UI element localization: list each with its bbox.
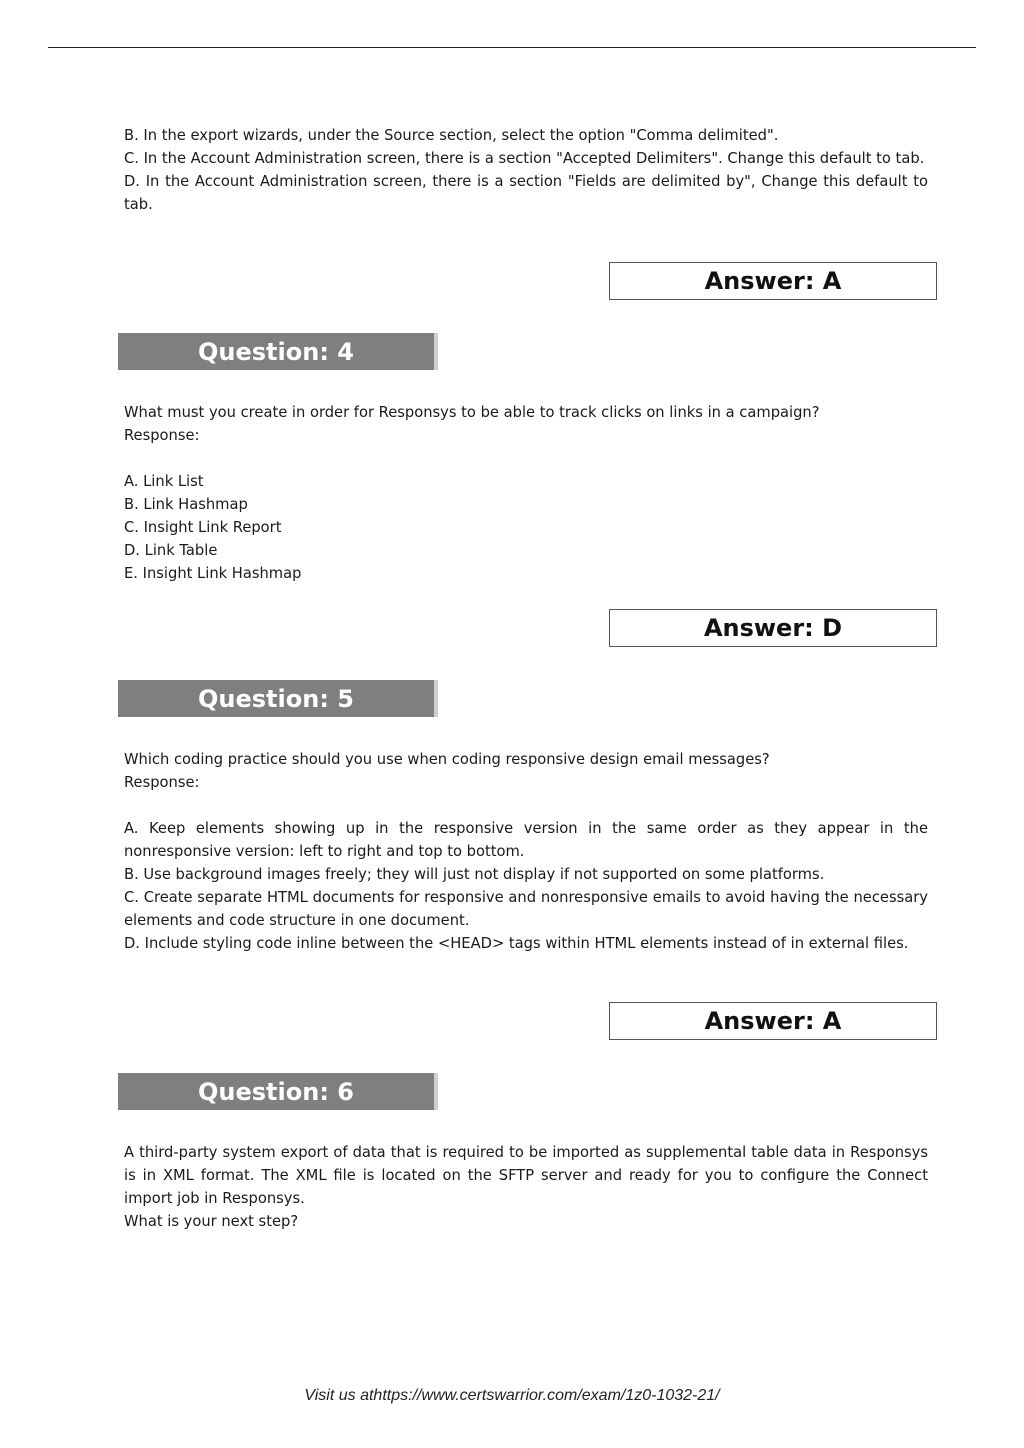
option-b: B. In the export wizards, under the Source section, select the option "Comma delimited". <box>124 127 779 144</box>
header-rule <box>48 47 976 48</box>
option-a: A. Keep elements showing up in the responsive version in the same order as they appear in the nonresponsive version: left to right and top to bottom. <box>124 820 928 860</box>
question-followup: What is your next step? <box>124 1213 299 1230</box>
option-a: A. Link List <box>124 473 204 490</box>
question-5-body <box>124 748 928 955</box>
option-c: C. Create separate HTML documents for responsive and nonresponsive emails to avoid having the necessary elements and code structure in one document. <box>124 889 928 929</box>
response-label: Response: <box>124 774 200 791</box>
option-d: D. In the Account Administration screen, there is a section "Fields are delimited by", Change this default to tab. <box>124 173 928 213</box>
answer-box: Answer: D <box>609 609 937 647</box>
question-prompt: What must you create in order for Responsys to be able to track clicks on links in a campaign? <box>124 404 820 421</box>
answer-box: Answer: A <box>609 262 937 300</box>
question-4-banner: Question: 4 <box>118 333 438 370</box>
option-c: C. In the Account Administration screen, there is a section "Accepted Delimiters". Change this default to tab. <box>124 150 925 167</box>
question-4-body <box>124 401 928 585</box>
question-6-body <box>124 1141 928 1233</box>
option-e: E. Insight Link Hashmap <box>124 565 302 582</box>
response-label: Response: <box>124 427 200 444</box>
option-b: B. Link Hashmap <box>124 496 248 513</box>
question-prompt: Which coding practice should you use when coding responsive design email messages? <box>124 751 770 768</box>
question-prompt: A third-party system export of data that is required to be imported as supplemental table data in Responsys is in XML format. The XML file is located on the SFTP server and ready for you to configure the Connect import job in Responsys. <box>124 1144 928 1207</box>
question-6-banner: Question: 6 <box>118 1073 438 1110</box>
option-b: B. Use background images freely; they will just not display if not supported on some platforms. <box>124 866 825 883</box>
option-d: D. Include styling code inline between the <HEAD> tags within HTML elements instead of in external files. <box>124 935 909 952</box>
footer-link-text: Visit us athttps://www.certswarrior.com/exam/1z0-1032-21/ <box>304 1387 720 1404</box>
answer-box: Answer: A <box>609 1002 937 1040</box>
option-d: D. Link Table <box>124 542 218 559</box>
spacer <box>124 794 928 817</box>
previous-question-options <box>124 124 928 216</box>
option-c: C. Insight Link Report <box>124 519 282 536</box>
spacer <box>124 447 928 470</box>
question-5-banner: Question: 5 <box>118 680 438 717</box>
